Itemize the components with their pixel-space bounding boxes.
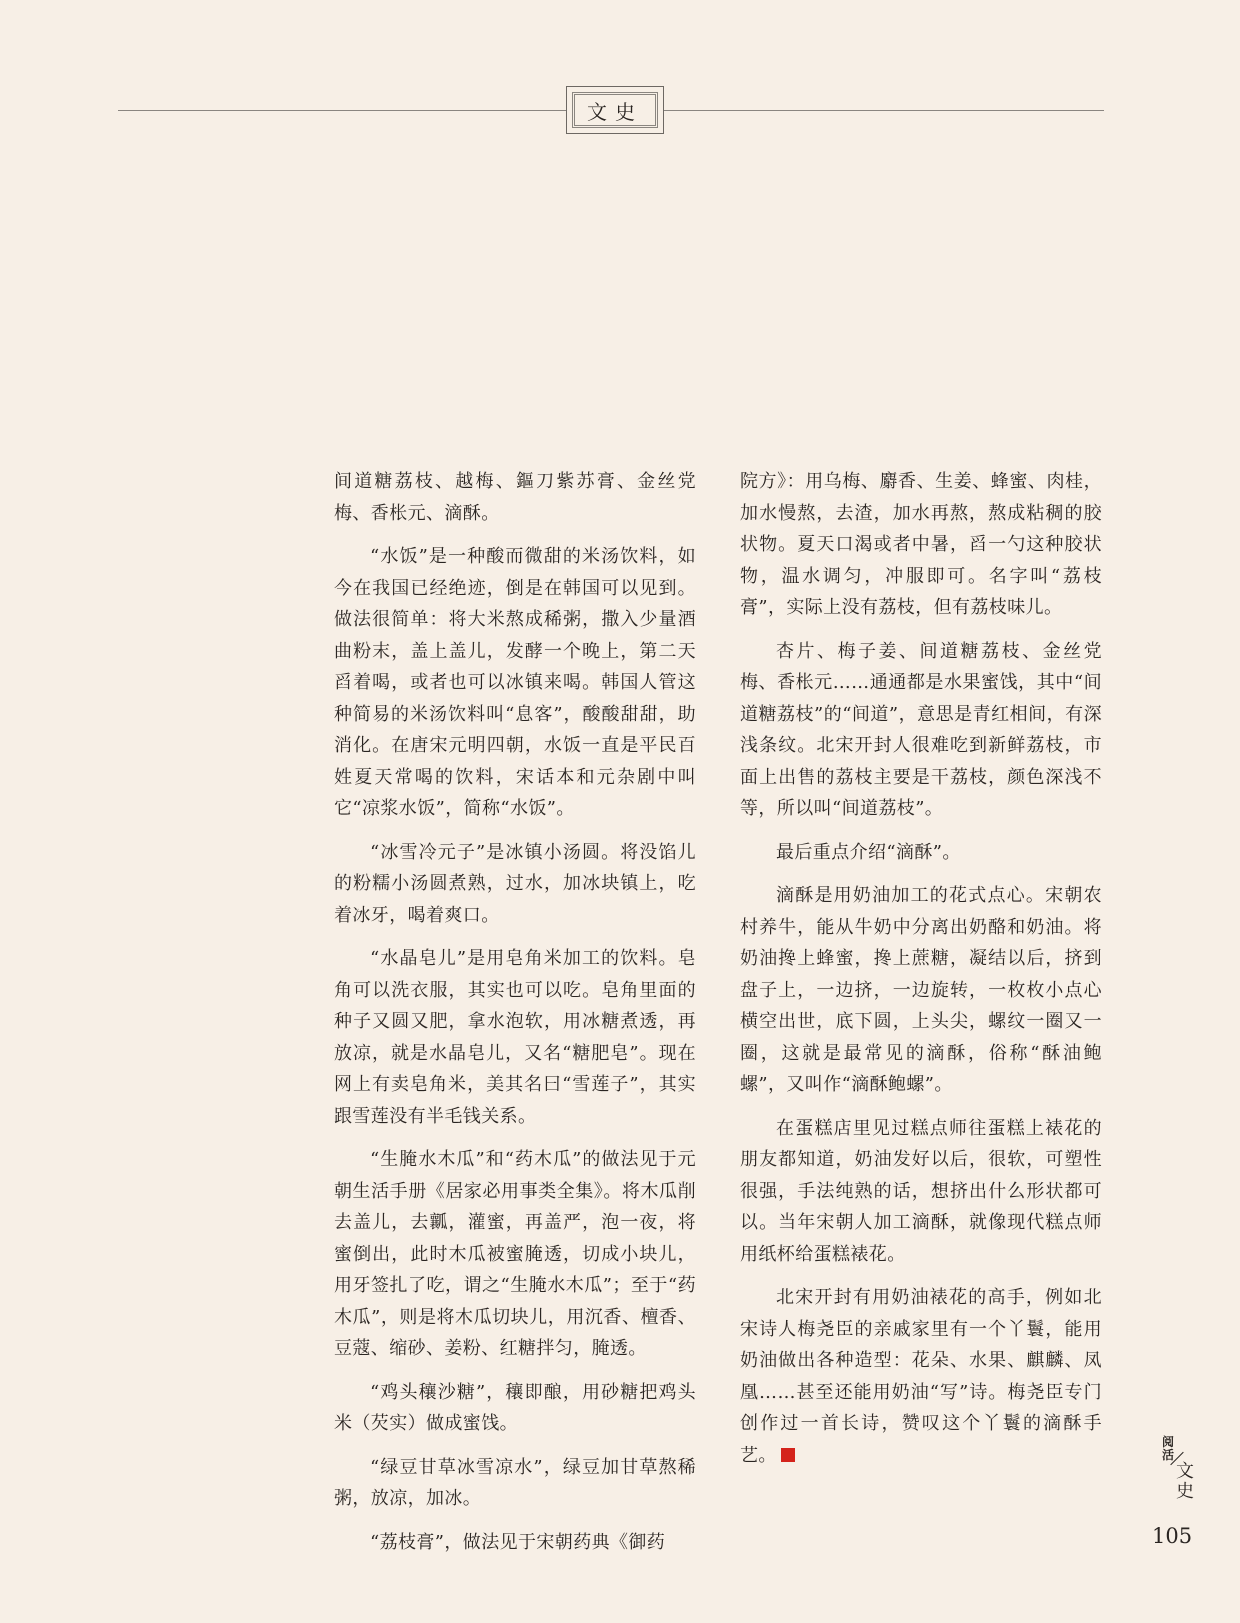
page-number: 105 — [1152, 1524, 1193, 1548]
paragraph: “荔枝膏”，做法见于宋朝药典《御药 — [370, 1531, 666, 1553]
section-tag-label: 文史 — [587, 99, 643, 124]
paragraph: 最后重点介绍“滴酥”。 — [776, 841, 961, 863]
section-footer-mark — [1158, 1436, 1198, 1504]
magazine-name-small: 阅活 — [1162, 1435, 1175, 1462]
paragraph: “冰雪冷元子”是冰镇小汤圆。将没馅儿的粉糯小汤圆煮熟，过水，加冰块镇上，吃着冰牙，喝着爽口。 — [334, 841, 696, 926]
end-mark-icon — [781, 1448, 795, 1462]
paragraph: 院方》：用乌梅、麝香、生姜、蜂蜜、肉桂，加水慢熬，去渣，加水再熬，熬成粘稠的胶状物。夏天口渴或者中暑，舀一勺这种胶状物，温水调匀，冲服即可。名字叫“荔枝膏”，实际上没有荔枝，但有荔枝味儿。 — [740, 471, 1102, 618]
last-paragraph — [740, 1282, 1102, 1471]
footer-section-label: 文史 — [1176, 1461, 1194, 1502]
paragraph: 在蛋糕店里见过糕点师往蛋糕上裱花的朋友都知道，奶油发好以后，很软，可塑性很强，手法纯熟的话，想挤出什么形状都可以。当年宋朝人加工滴酥，就像现代糕点师用纸杯给蛋糕裱花。 — [740, 1117, 1102, 1265]
left-column — [334, 466, 696, 1570]
paragraph: “水饭”是一种酸而微甜的米汤饮料，如今在我国已经绝迹，倒是在韩国可以见到。做法很简单：将大米熬成稀粥，撒入少量酒曲粉末，盖上盖儿，发酵一个晚上，第二天舀着喝，或者也可以冰镇来喝。韩国人管这种简易的米汤饮料叫“息客”，酸酸甜甜，助消化。在唐宋元明四朝，水饭一直是平民百姓夏天常喝的饮料，宋话本和元杂剧中叫它“凉浆水饭”，简称“水饭”。 — [334, 546, 696, 819]
paragraph: “生腌水木瓜”和“药木瓜”的做法见于元朝生活手册《居家必用事类全集》。将木瓜削去盖儿，去瓤，灌蜜，再盖严，泡一夜，将蜜倒出，此时木瓜被蜜腌透，切成小块儿，用牙签扎了吃，谓之“生腌水木瓜”；至于“药木瓜”，则是将木瓜切块儿，用沉香、檀香、豆蔻、缩砂、姜粉、红糖拌匀，腌透。 — [334, 1149, 696, 1359]
paragraph: “鸡头穰沙糖”，穰即酿，用砂糖把鸡头米（芡实）做成蜜饯。 — [334, 1381, 696, 1434]
paragraph: 间道糖荔枝、越梅、鏂刀紫苏膏、金丝党梅、香枨元、滴酥。 — [334, 471, 696, 524]
paragraph-text: 北宋开封有用奶油裱花的高手，例如北宋诗人梅尧臣的亲戚家里有一个丫鬟，能用奶油做出各种造型：花朵、水果、麒麟、凤凰……甚至还能用奶油“写”诗。梅尧臣专门创作过一首长诗，赞叹这个丫鬟的滴酥手艺。 — [740, 1287, 1102, 1466]
header-rule-left — [118, 110, 566, 111]
paragraph: 滴酥是用奶油加工的花式点心。宋朝农村养牛，能从牛奶中分离出奶酪和奶油。将奶油搀上蜂蜜，搀上蔗糖，凝结以后，挤到盘子上，一边挤，一边旋转，一枚枚小点心横空出世，底下圆，上头尖，螺纹一圈又一圈，这就是最常见的滴酥，俗称“酥油鲍螺”，又叫作“滴酥鲍螺”。 — [740, 885, 1102, 1095]
header-rule-right — [664, 110, 1104, 111]
right-column — [740, 466, 1102, 1483]
paragraph: “绿豆甘草冰雪凉水”，绿豆加甘草熬稀粥，放凉，加冰。 — [334, 1456, 696, 1509]
section-tag — [566, 86, 664, 134]
paragraph: “水晶皂儿”是用皂角米加工的饮料。皂角可以洗衣服，其实也可以吃。皂角里面的种子又圆又肥，拿水泡软，用冰糖煮透，再放凉，就是水晶皂儿，又名“糖肥皂”。现在网上有卖皂角米，美其名曰“雪莲子”，其实跟雪莲没有半毛钱关系。 — [334, 948, 696, 1127]
paragraph: 杏片、梅子姜、间道糖荔枝、金丝党梅、香枨元……通通都是水果蜜饯，其中“间道糖荔枝”的“间道”，意思是青红相间，有深浅条纹。北宋开封人很难吃到新鲜荔枝，市面上出售的荔枝主要是干荔枝，颜色深浅不等，所以叫“间道荔枝”。 — [740, 640, 1102, 819]
